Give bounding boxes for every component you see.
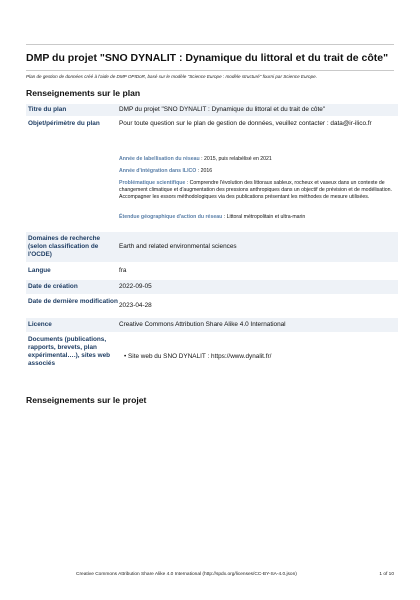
label-titre: Titre du plan — [28, 106, 67, 113]
objet-detail-integration — [119, 168, 399, 175]
document-subtitle: Plan de gestion de données créé à l'aide de DMP OPIDoR, basé sur le modèle "Science Europe : modèle structuré" fourni par Science Europe. — [26, 74, 317, 79]
value-objet: Pour toute question sur le plan de gestion de données, veuillez contacter : data@ir-ilico.fr — [119, 120, 372, 127]
documents-list-item: • Site web du SNO DYNALIT : https://www.dynalit.fr/ — [124, 353, 272, 360]
objet-detail-problematique — [119, 180, 399, 200]
value-domaines: Earth and related environmental sciences — [119, 243, 237, 250]
detail-text: : Comprendre l'évolution des littoraux sableux, rocheux et vaseux dans un contexte de changement climatique et d'augmentation des pressions anthropiques dans un objectif de prévision et de modélisation. Accompagner les essors méthodologiques via des publications présentant les méthodes de mesure utilisées. — [119, 180, 392, 200]
page-number: 1 of 10 — [379, 572, 394, 577]
value-titre: DMP du projet "SNO DYNALIT : Dynamique du littoral et du trait de côte" — [119, 106, 326, 113]
value-modification: 2023-04-28 — [119, 302, 152, 309]
row-licence — [26, 318, 398, 332]
document-title: DMP du projet "SNO DYNALIT : Dynamique du littoral et du trait de côte" — [26, 52, 389, 64]
detail-label: Problématique scientifique — [119, 180, 186, 186]
label-licence: Licence — [28, 321, 52, 328]
row-documents — [26, 334, 398, 384]
title-divider — [26, 70, 394, 71]
row-titre — [26, 104, 398, 116]
section-heading-projet: Renseignements sur le projet — [26, 395, 147, 405]
value-creation: 2022-09-05 — [119, 283, 152, 290]
row-creation — [26, 280, 398, 294]
row-modification — [26, 296, 398, 316]
footer-license: Creative Commons Attribution Share Alike 4.0 International (http://spdx.org/licenses/CC-BY-SA-4.0.json) — [76, 572, 297, 577]
detail-label: Année d'intégration dans ILICO — [119, 168, 197, 174]
detail-label: Étendue géographique d'action du réseau — [119, 214, 223, 220]
label-langue: Langue — [28, 267, 51, 274]
objet-detail-etendue — [119, 214, 399, 221]
label-objet: Objet/périmètre du plan — [28, 120, 100, 127]
documents-item-text: Site web du SNO DYNALIT : https://www.dynalit.fr/ — [128, 353, 272, 360]
label-documents: Documents (publications, rapports, brevets, plan expérimental….), sites web associés — [28, 336, 111, 367]
row-domaines — [26, 232, 398, 262]
value-licence: Creative Commons Attribution Share Alike 4.0 International — [119, 321, 286, 328]
objet-detail-labellisation — [119, 156, 399, 163]
top-divider — [26, 44, 394, 45]
label-modification: Date de dernière modification — [28, 298, 118, 305]
detail-text: : 2015, puis relabélisé en 2021 — [199, 156, 272, 162]
row-langue — [26, 264, 398, 278]
label-domaines: Domaines de recherche (selon classification de l'OCDE) — [28, 235, 101, 258]
detail-label: Année de labellisation du réseau — [119, 156, 200, 162]
section-heading-plan: Renseignements sur le plan — [26, 88, 141, 98]
detail-text: : Littoral métropolitain et ultra-marin — [222, 214, 306, 220]
value-langue: fra — [119, 267, 127, 274]
label-creation: Date de création — [28, 283, 78, 290]
detail-text: : 2016 — [196, 168, 213, 174]
